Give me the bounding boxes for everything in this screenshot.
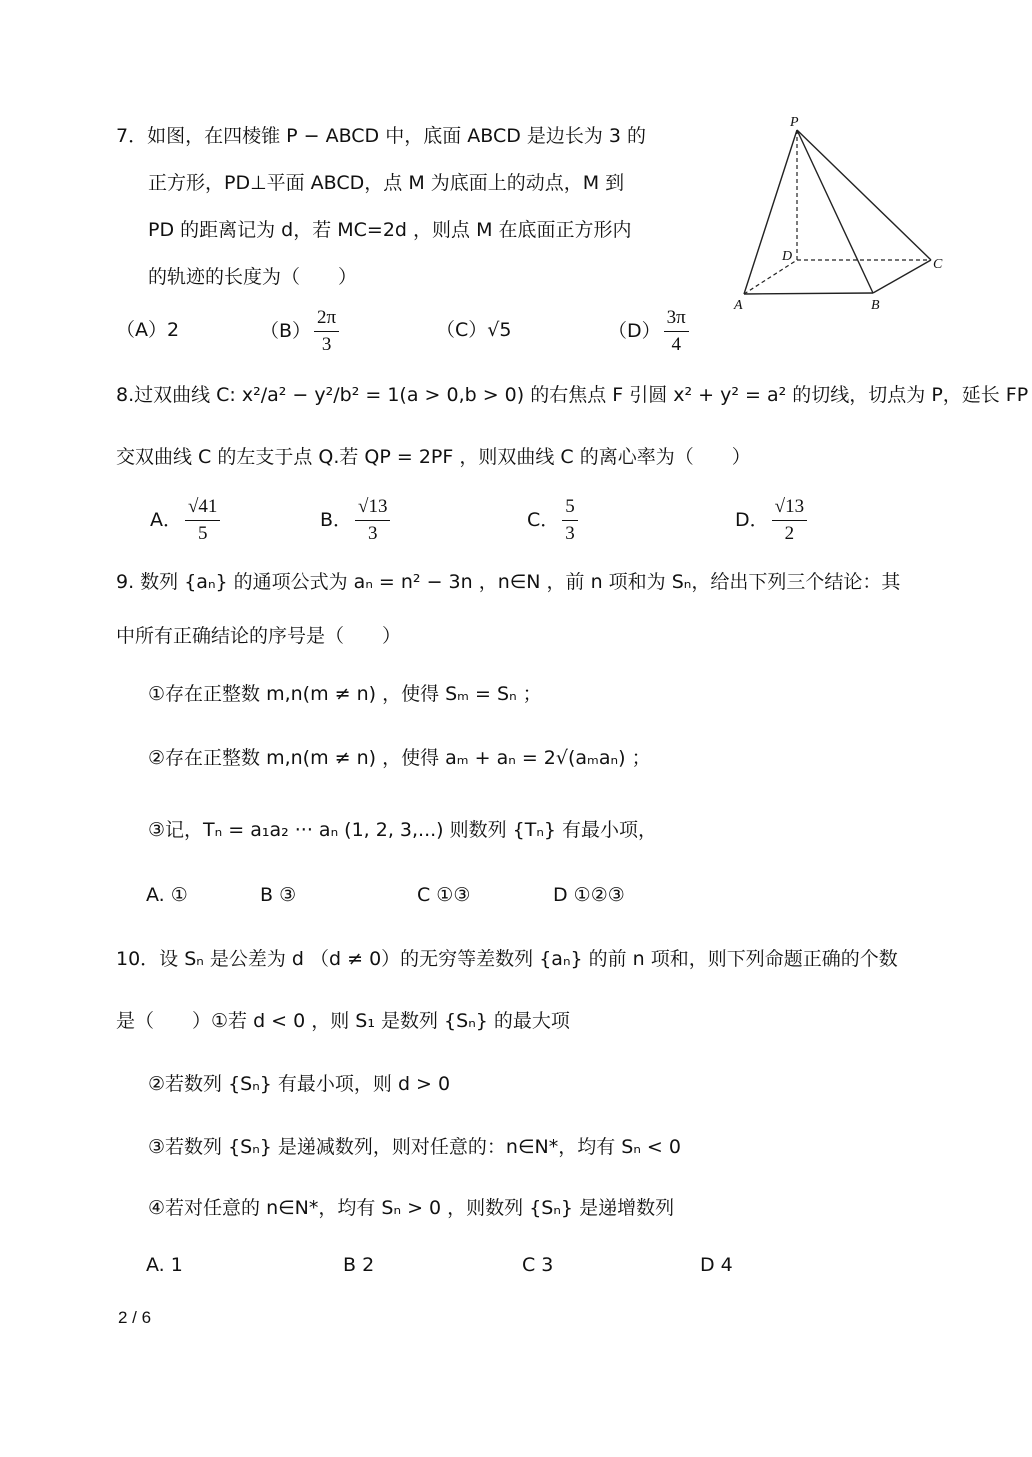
edge-ab: [744, 293, 873, 294]
q9-option-b: B ③: [260, 884, 297, 906]
q10-statement-4: ④若对任意的 n∈N*，均有 Sₙ > 0 ，则数列 {Sₙ} 是递增数列: [148, 1197, 675, 1219]
q7-stem-line-4: 的轨迹的长度为（ ）: [148, 266, 358, 288]
q9-stem-line-2: 中所有正确结论的序号是（ ）: [116, 625, 402, 647]
q8-option-d-numerator: √13: [772, 494, 807, 521]
q7-stem-line-3: PD 的距离记为 d，若 MC=2d ，则点 M 在底面正方形内: [148, 219, 632, 241]
q9-option-a: A. ①: [146, 884, 188, 906]
q8-option-c-numerator: 5: [562, 494, 578, 521]
q7-stem-line-2: 正方形，PD⊥平面 ABCD，点 M 为底面上的动点，M 到: [148, 172, 625, 194]
q8-option-a-numerator: √41: [185, 494, 220, 521]
q7-option-d-label: （D）: [608, 320, 661, 342]
q8-option-b-label: B．: [320, 509, 353, 531]
q8-option-a: [150, 494, 223, 547]
q7-option-a: （A）2: [116, 319, 180, 341]
edge-pc: [797, 130, 931, 260]
q9-statement-1: ①存在正整数 m,n(m ≠ n) ，使得 Sₘ = Sₙ ；: [148, 683, 542, 705]
q7-option-b-denominator: 3: [321, 334, 332, 355]
edge-ad-hidden: [744, 260, 797, 294]
q9-option-d: D ①②③: [553, 884, 625, 906]
page-number: 2 / 6: [118, 1308, 152, 1327]
q7-option-b-numerator: 2π: [314, 305, 339, 332]
q8-option-a-fraction: [185, 494, 220, 547]
q7-option-d: [608, 305, 692, 358]
q8-option-d: [735, 494, 810, 547]
q8-option-c-denominator: 3: [565, 523, 575, 544]
q7-option-b: [260, 305, 342, 358]
q10-option-a: A. 1: [146, 1254, 183, 1276]
q7-stem-line-1: 7．如图，在四棱锥 P − ABCD 中，底面 ABCD 是边长为 3 的: [116, 125, 647, 147]
vertex-label-p: P: [790, 115, 799, 130]
q7-option-d-denominator: 4: [671, 334, 681, 355]
q8-option-d-fraction: [772, 494, 807, 547]
edge-pa: [744, 130, 797, 294]
q8-option-b-fraction: [355, 494, 390, 547]
q8-stem-line-2: 交双曲线 C 的左支于点 Q.若 QP = 2PF ，则双曲线 C 的离心率为（ ）: [116, 446, 751, 468]
vertex-label-c: C: [933, 257, 943, 272]
q10-option-c: C 3: [522, 1254, 554, 1276]
q8-stem-line-1: 8.过双曲线 C: x²/a² − y²/b² = 1(a > 0,b > 0) 的右焦点 F 引圆 x² + y² = a² 的切线，切点为 P，延长 FP: [116, 384, 1029, 406]
q10-option-b: B 2: [343, 1254, 375, 1276]
q7-option-d-fraction: [664, 305, 689, 358]
q7-option-b-fraction: [314, 305, 339, 358]
q8-option-d-label: D．: [735, 509, 769, 531]
vertex-label-d: D: [782, 249, 793, 264]
edge-pb: [797, 130, 873, 293]
q8-option-a-label: A．: [150, 509, 182, 531]
vertex-label-b: B: [871, 298, 880, 313]
q8-option-b-numerator: √13: [355, 494, 390, 521]
edge-bc: [873, 260, 931, 293]
q10-statement-2: ②若数列 {Sₙ} 有最小项，则 d > 0: [148, 1073, 451, 1095]
q9-stem-line-1: 9. 数列 {aₙ} 的通项公式为 aₙ = n² − 3n ，n∈N ，前 n 项和为 Sₙ，给出下列三个结论：其: [116, 571, 901, 593]
q10-stem-line-1: 10．设 Sₙ 是公差为 d （d ≠ 0）的无穷等差数列 {aₙ} 的前 n 项和，则下列命题正确的个数: [116, 948, 898, 970]
vertex-label-a: A: [734, 298, 743, 313]
q8-option-c-fraction: [562, 494, 578, 547]
q8-option-d-denominator: 2: [784, 523, 795, 544]
q8-option-b: [320, 494, 393, 547]
q8-option-a-denominator: 5: [197, 523, 208, 544]
q9-statement-3: ③记，Tₙ = a₁a₂ ··· aₙ (1, 2, 3,...) 则数列 {Tₙ} 有最小项，: [148, 819, 658, 841]
q8-option-b-denominator: 3: [368, 523, 378, 544]
pyramid-figure: [728, 110, 958, 315]
q7-option-c: （C）√5: [436, 319, 512, 341]
q8-option-c: [527, 494, 581, 547]
q10-statement-3: ③若数列 {Sₙ} 是递减数列，则对任意的：n∈N*，均有 Sₙ < 0: [148, 1136, 681, 1158]
q9-statement-2: ②存在正整数 m,n(m ≠ n) ，使得 aₘ + aₙ = 2√(aₘaₙ) ；: [148, 747, 651, 769]
q9-option-c: C ①③: [417, 884, 471, 906]
q10-stem-line-2: 是（ ）①若 d < 0 ，则 S₁ 是数列 {Sₙ} 的最大项: [116, 1010, 570, 1032]
q7-option-b-label: （B）: [260, 320, 312, 342]
q10-option-d: D 4: [700, 1254, 733, 1276]
q8-option-c-label: C．: [527, 509, 560, 531]
q7-option-d-numerator: 3π: [664, 305, 689, 332]
